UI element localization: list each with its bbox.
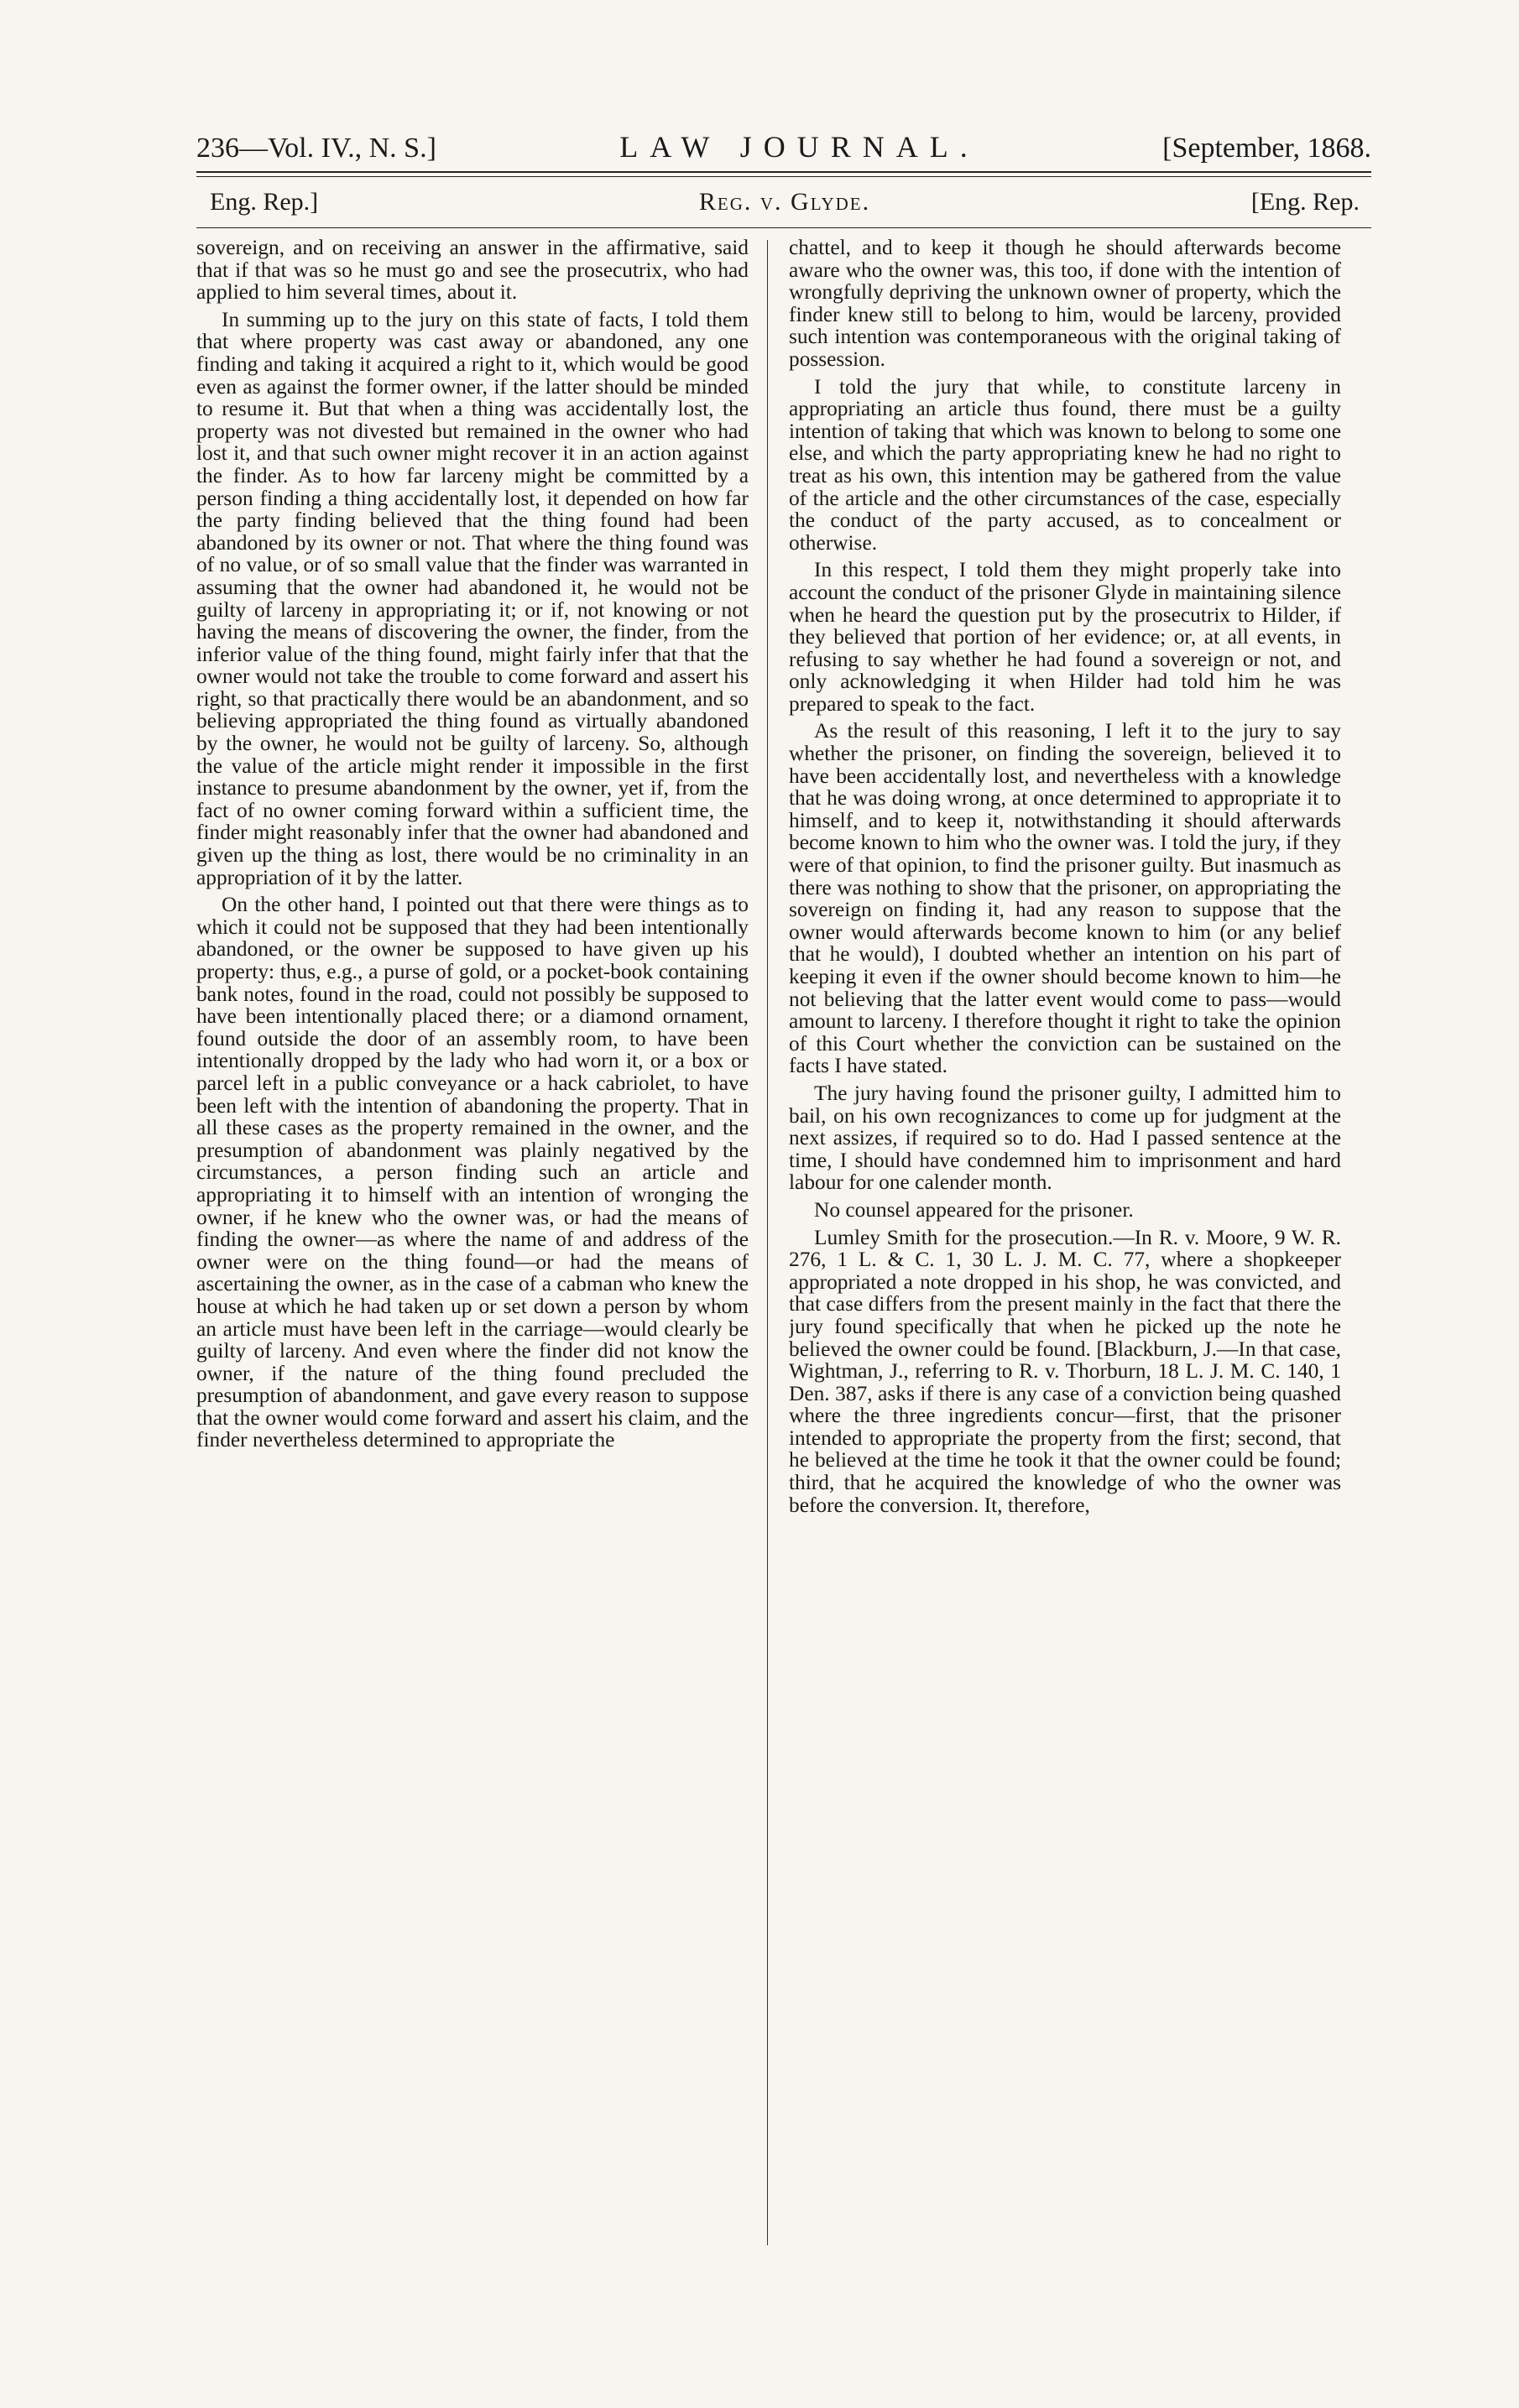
paragraph: In summing up to the jury on this state of facts, I told them that where property was cast away or abandoned, any one finding and taking it acquired a right to it, which would be good even as against the former owner, if the latter should be minded to resume it. But that when a thing was accidentally lost, the property was not divested but remained in the owner who had lost it, and that such owner might recover it in an action against the finder. As to how far larceny might be committed by a person finding a thing accidentally lost, it depended on how far the party finding believed that the thing found had been abandoned by its owner or not. That where the thing found was of no value, or of so small value that the finder was warranted in assuming that the owner had abandoned it, he would not be guilty of larceny in appropriating it; or if, not knowing or not having the means of discovering the owner, the finder, from the inferior value of the thing found, might fairly infer that that the owner would not take the trouble to come forward and assert his right, so that practically there would be an abandonment, and so believing appropriated the thing found as virtually abandoned by the owner, he would not be guilty of larceny. So, although the value of the article might render it impossible in the first instance to presume abandonment by the owner, yet if, from the fact of no owner coming forward within a sufficient time, the finder might reasonably infer that the owner had abandoned and given up the thing as lost, there would be no criminality in an appropriation of it by the latter. [196,307,749,889]
paragraph: On the other hand, I pointed out that there were things as to which it could not be supposed that they had been intentionally abandoned, or the owner be supposed to have given up his property: thus, e.g., a purse of gold, or a pocket-book containing bank notes, found in the road, could not possibly be supposed to have been intentionally placed there; or a diamond ornament, found outside the door of an assembly room, to have been intentionally dropped by the lady who had worn it, or a box or parcel left in a public conveyance or a hack cabriolet, to have been left with the intention of abandoning the property. That in all these cases as the property remained in the owner, and the presumption of abandonment was plainly negatived by the circumstances, a person finding such an article and appropriating it to himself with an intention of wronging the owner, if he knew who the owner was, or had the means of finding the owner—as where the name of and address of the owner were on the thing found—or had the means of ascertaining the owner, as in the case of a cabman who knew the house at which he had taken up or set down a person by whom an article must have been left in the carriage—would clearly be guilty of larceny. And even where the finder did not know the owner, if the nature of the thing found precluded the presumption of abandonment, and gave every reason to suppose that the owner would come forward and assert his claim, and the finder nevertheless determined to appropriate the [196,893,749,1452]
column-divider [767,240,768,2245]
running-header [196,126,1371,164]
issue-date: [September, 1868. [1162,133,1371,164]
paragraph: chattel, and to keep it though he should afterwards become aware who the owner was, this too, if done with the intention of wrongfully depriving the unknown owner of property, which the finder knew still to belong to him, would be larceny, provided such intention was contemporaneous with the original taking of possession. [789,237,1341,371]
paragraph: The jury having found the prisoner guilty, I admitted him to bail, on his own recognizances to come up for judgment at the next assizes, if required so to do. Had I passed sentence at the time, I should have condemned him to imprisonment and hard labour for one calender month. [789,1081,1341,1195]
right-column [789,237,1341,2242]
case-name: Reg. v. Glyde. [698,188,871,216]
header-rule-bottom [196,176,1371,177]
case-header-rule [196,227,1371,228]
paragraph: sovereign, and on receiving an answer in the affirmative, said that if that was so he must go and see the prosecutrix, who had applied to him several times, about it. [196,237,749,305]
paragraph: I told the jury that while, to constitute larceny in appropriating an article thus found, there must be a guilty intention of taking that which was known to belong to some one else, and which the party appropriating knew he had no right to treat as his own, this intention may be gathered from the value of the article and the other circumstances of the case, especially the conduct of the party accused, as to concealment or otherwise. [789,374,1341,555]
header-rule-top [196,171,1371,173]
case-header [210,183,1360,222]
report-series-left: Eng. Rep.] [210,188,319,216]
paragraph: In this respect, I told them they might properly take into account the conduct of the prisoner Glyde in maintaining silence when he heard the question put by the prosecutrix to Hilder, if they believed that portion of her evidence; or, at all events, in refusing to say whether he had found a sovereign or not, and only acknowledging it when Hilder had told him he was prepared to speak to the fact. [789,558,1341,716]
paragraph: No counsel appeared for the prisoner. [814,1197,1134,1222]
left-column [196,237,749,2242]
volume-reference: 236—Vol. IV., N. S.] [196,133,436,164]
paragraph: As the result of this reasoning, I left it to the jury to say whether the prisoner, on finding the sovereign, believed it to have been accidentally lost, and nevertheless with a knowledge that he was doing wrong, at once determined to appropriate it to himself, and to keep it, notwithstanding it should afterwards become known to him who the owner was. I told the jury, if they were of that opinion, to find the prisoner guilty. But inasmuch as there was nothing to show that the prisoner, on appropriating the sovereign on finding it, had any reason to suppose that the owner would afterwards become known to him (or any belief that he would), I doubted whether an intention on his part of keeping it even if the owner should become known to him—he not believing that the latter event would come to pass—would amount to larceny. I therefore thought it right to take the opinion of this Court whether the conviction can be sustained on the facts I have stated. [789,719,1341,1078]
journal-title: LAW JOURNAL. [619,130,979,164]
report-series-right: [Eng. Rep. [1250,188,1360,216]
paragraph: Lumley Smith for the prosecution.—In R. v. Moore, 9 W. R. 276, 1 L. & C. 1, 30 L. J. M. C. 77, where a shopkeeper appropriated a note dropped in his shop, he was convicted, and that case differs from the present mainly in the fact that there the jury found specifically that when he picked up the note he believed the owner could be found. [Blackburn, J.—In that case, Wightman, J., referring to R. v. Thorburn, 18 L. J. M. C. 140, 1 Den. 387, asks if there is any case of a conviction being quashed where the three ingredients concur—first, that the prisoner intended to appropriate the property from the first; second, that he believed at the time he took it that the owner could be found; third, that he acquired the knowledge of who the owner was before the conversion. It, therefore, [789,1225,1341,1517]
